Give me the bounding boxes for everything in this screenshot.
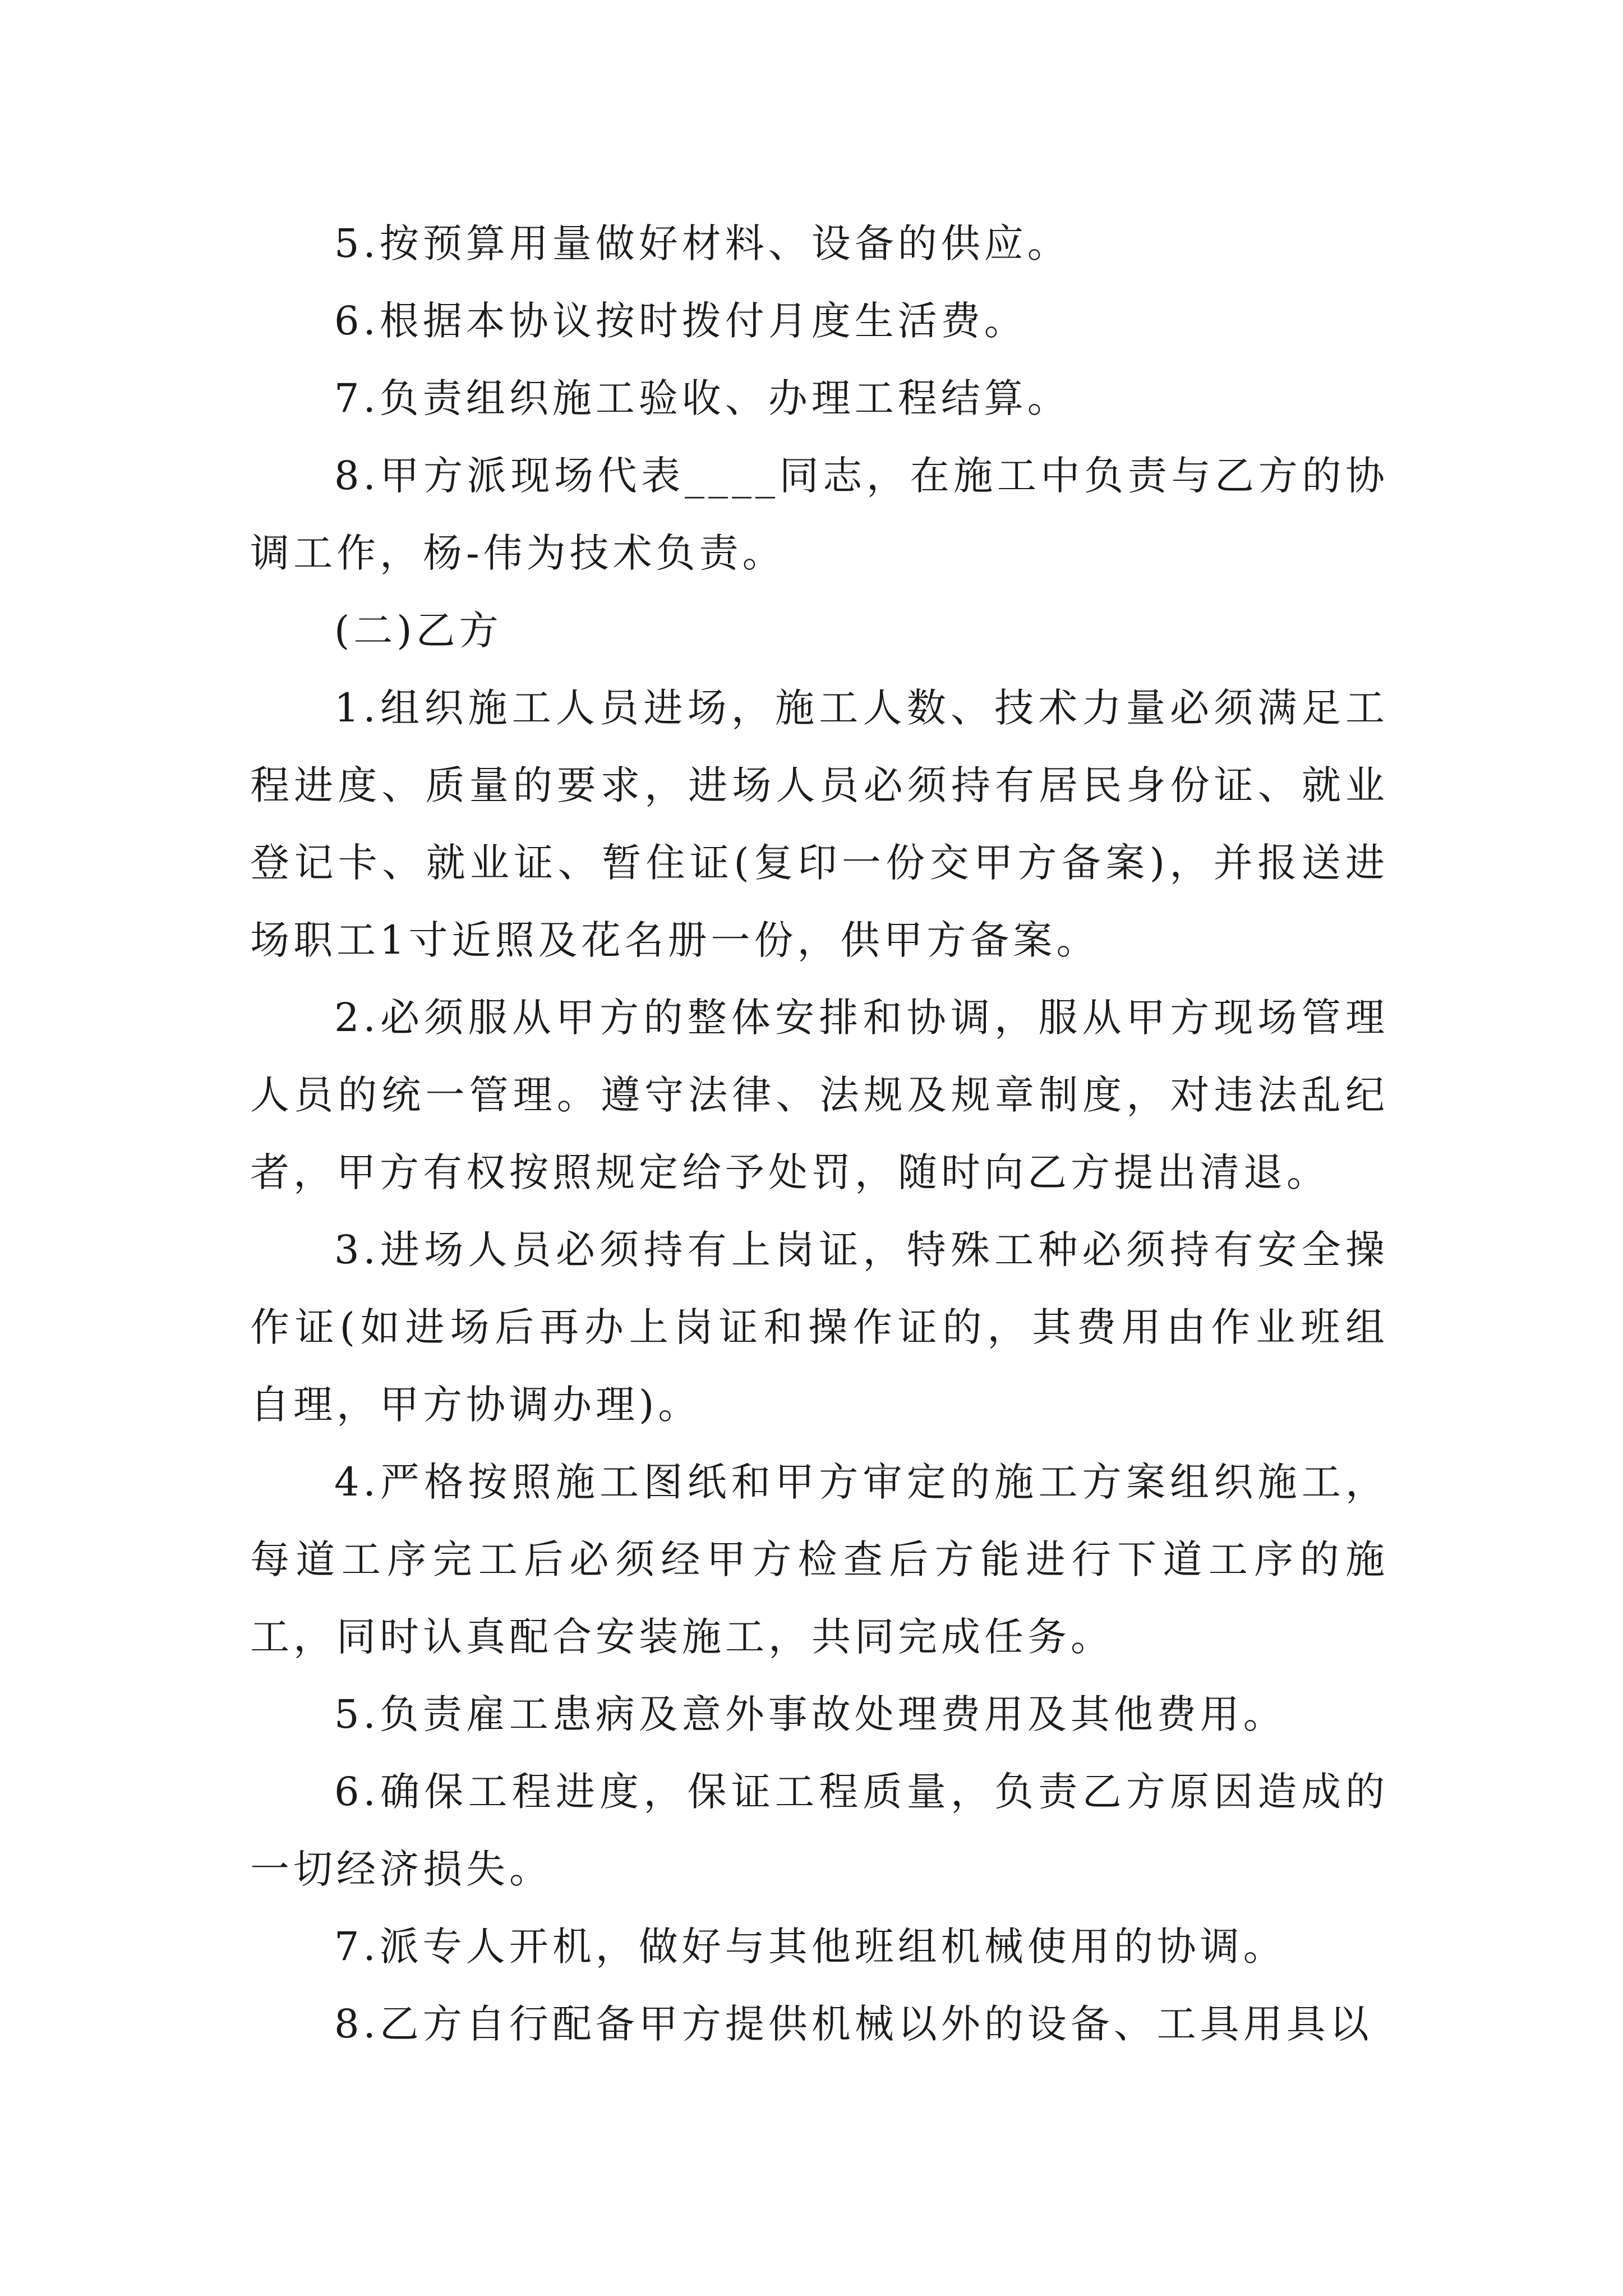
paragraph-yi-7: 7.派专人开机，做好与其他班组机械使用的协调。: [334, 1924, 1287, 1970]
document-body: [250, 205, 1389, 2063]
paragraph-yi-3: 3.进场人员必须持有上岗证，特殊工种必须持有安全操作证(如进场后再办上岗证和操作证的，其费用由作业班组自理，甲方协调办理)。: [250, 1227, 1389, 1428]
paragraph-yi-4: 4.严格按照施工图纸和甲方审定的施工方案组织施工，每道工序完工后必须经甲方检查后方能进行下道工序的施工，同时认真配合安装施工，共同完成任务。: [250, 1459, 1389, 1660]
paragraph-yi-2: 2.必须服从甲方的整体安排和协调，服从甲方现场管理人员的统一管理。遵守法律、法规及规章制度，对违法乱纪者，甲方有权按照规定给予处罚，随时向乙方提出清退。: [250, 995, 1389, 1195]
paragraph-yi-6: 6.确保工程进度，保证工程质量，负责乙方原因造成的一切经济损失。: [250, 1769, 1389, 1892]
paragraph-jia-7: 7.负责组织施工验收、办理工程结算。: [334, 375, 1071, 421]
paragraph-yi-5: 5.负责雇工患病及意外事故处理费用及其他费用。: [334, 1691, 1287, 1737]
paragraph-jia-6: 6.根据本协议按时拨付月度生活费。: [334, 298, 1027, 344]
paragraph-jia-5: 5.按预算用量做好材料、设备的供应。: [334, 220, 1071, 266]
paragraph-yi-8: 8.乙方自行配备甲方提供机械以外的设备、工具用具以: [334, 2001, 1373, 2047]
section-heading-yi: (二)乙方: [334, 608, 502, 654]
paragraph-yi-1: 1.组织施工人员进场，施工人数、技术力量必须满足工程进度、质量的要求，进场人员必须持有居民身份证、就业登记卡、就业证、暂住证(复印一份交甲方备案)，并报送进场职工1寸近照及花名册一份，供甲方备案。: [250, 685, 1389, 963]
paragraph-jia-8: 8.甲方派现场代表____同志，在施工中负责与乙方的协调工作，杨-伟为技术负责。: [250, 453, 1389, 576]
